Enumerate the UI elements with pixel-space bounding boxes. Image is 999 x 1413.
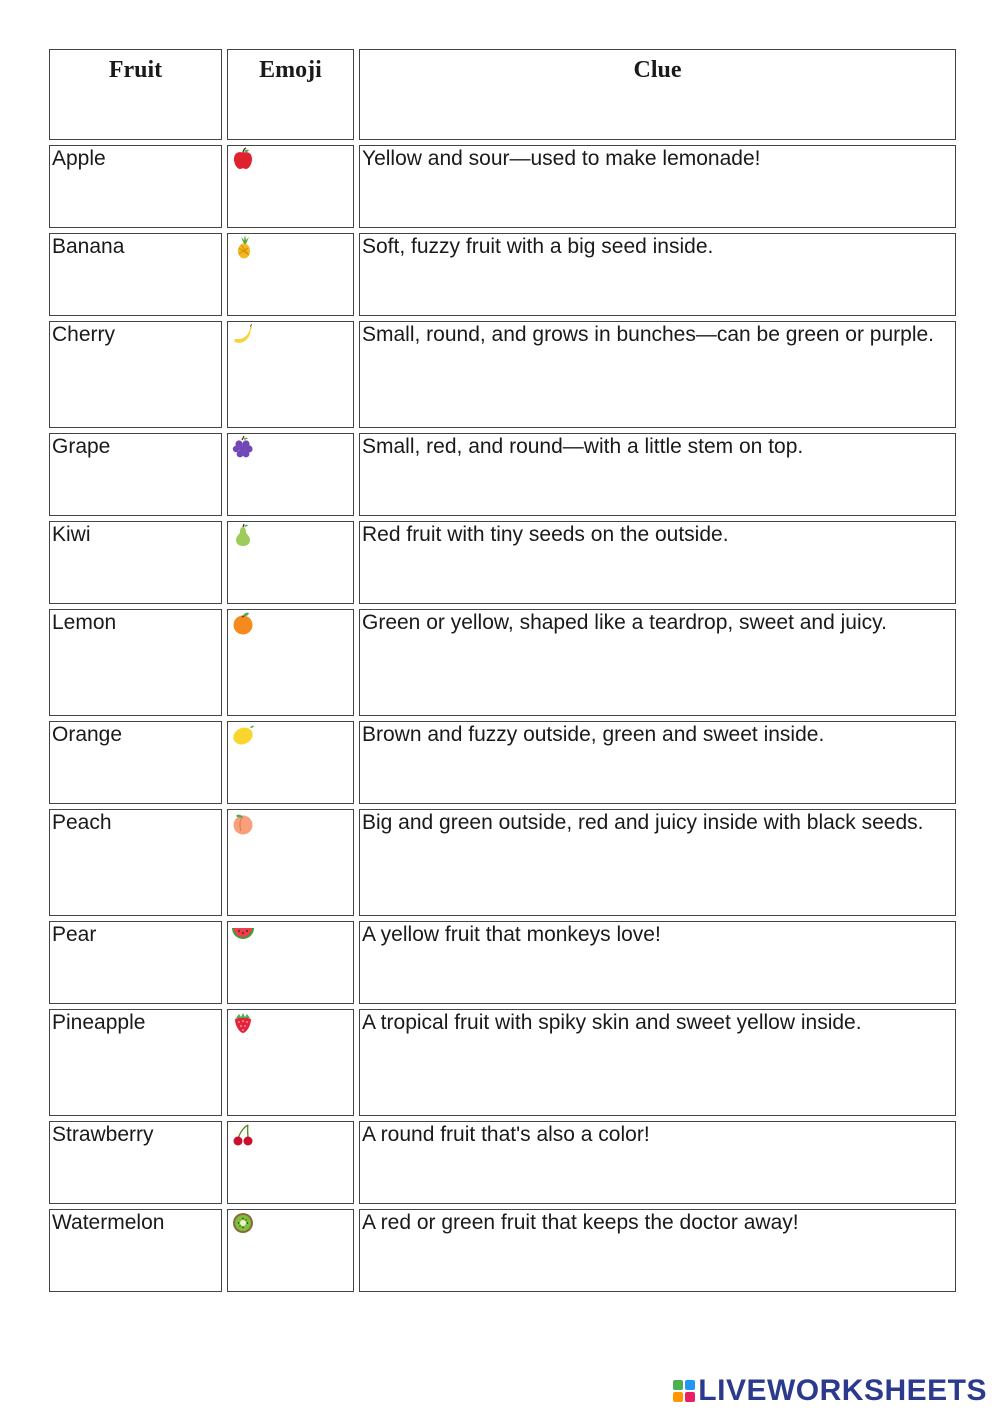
strawberry-icon [230,1010,256,1036]
emoji-cell [227,809,354,916]
logo-square-1 [673,1380,683,1390]
pear-icon [230,522,256,548]
lemon-icon [230,722,256,748]
apple-icon [230,146,256,172]
header-row [49,49,956,140]
fruit-name-cell: Orange [49,721,222,804]
peach-icon [230,810,256,836]
fruit-name-cell: Strawberry [49,1121,222,1204]
logo-square-2 [685,1380,695,1390]
table-row [49,809,956,916]
clue-cell: Soft, fuzzy fruit with a big seed inside. [359,233,956,316]
emoji-cell [227,321,354,428]
table-row [49,721,956,804]
fruit-name-cell: Pear [49,921,222,1004]
clue-cell: A yellow fruit that monkeys love! [359,921,956,1004]
logo-square-3 [673,1392,683,1402]
cherry-icon [230,1122,256,1148]
table-row [49,521,956,604]
table-row [49,1009,956,1116]
emoji-cell [227,1209,354,1292]
clue-cell: Big and green outside, red and juicy inside with black seeds. [359,809,956,916]
table-row [49,321,956,428]
emoji-cell [227,1121,354,1204]
table-row [49,1209,956,1292]
grape-icon [230,434,256,460]
emoji-cell [227,921,354,1004]
emoji-cell [227,1009,354,1116]
clue-cell: Yellow and sour—used to make lemonade! [359,145,956,228]
fruit-name-cell: Kiwi [49,521,222,604]
fruit-name-cell: Cherry [49,321,222,428]
brand-wordmark: LIVEWORKSHEETS [698,1374,987,1407]
emoji-cell [227,609,354,716]
clue-cell: Green or yellow, shaped like a teardrop, sweet and juicy. [359,609,956,716]
table-row [49,145,956,228]
fruit-name-cell: Banana [49,233,222,316]
table-row [49,609,956,716]
emoji-cell [227,721,354,804]
liveworksheets-logo-icon [673,1380,695,1402]
table-row [49,433,956,516]
emoji-cell [227,521,354,604]
liveworksheets-brand [673,1374,987,1408]
header-clue: Clue [359,49,956,140]
orange-icon [230,610,256,636]
fruit-name-cell: Lemon [49,609,222,716]
clue-cell: A red or green fruit that keeps the doctor away! [359,1209,956,1292]
clue-cell: A round fruit that's also a color! [359,1121,956,1204]
clue-cell: Small, round, and grows in bunches—can be green or purple. [359,321,956,428]
clue-cell: Red fruit with tiny seeds on the outside. [359,521,956,604]
table-row [49,1121,956,1204]
fruit-name-cell: Pineapple [49,1009,222,1116]
emoji-cell [227,433,354,516]
watermelon-icon [230,922,256,948]
banana-icon [230,322,256,348]
emoji-cell [227,233,354,316]
logo-square-4 [685,1392,695,1402]
emoji-cell [227,145,354,228]
clue-cell: Brown and fuzzy outside, green and sweet inside. [359,721,956,804]
fruit-clue-table [44,44,961,1297]
pineapple-icon [230,234,256,260]
header-emoji: Emoji [227,49,354,140]
header-fruit: Fruit [49,49,222,140]
table-row [49,921,956,1004]
kiwi-icon [230,1210,256,1236]
fruit-name-cell: Grape [49,433,222,516]
fruit-name-cell: Peach [49,809,222,916]
fruit-name-cell: Watermelon [49,1209,222,1292]
clue-cell: A tropical fruit with spiky skin and sweet yellow inside. [359,1009,956,1116]
table-row [49,233,956,316]
fruit-name-cell: Apple [49,145,222,228]
clue-cell: Small, red, and round—with a little stem on top. [359,433,956,516]
